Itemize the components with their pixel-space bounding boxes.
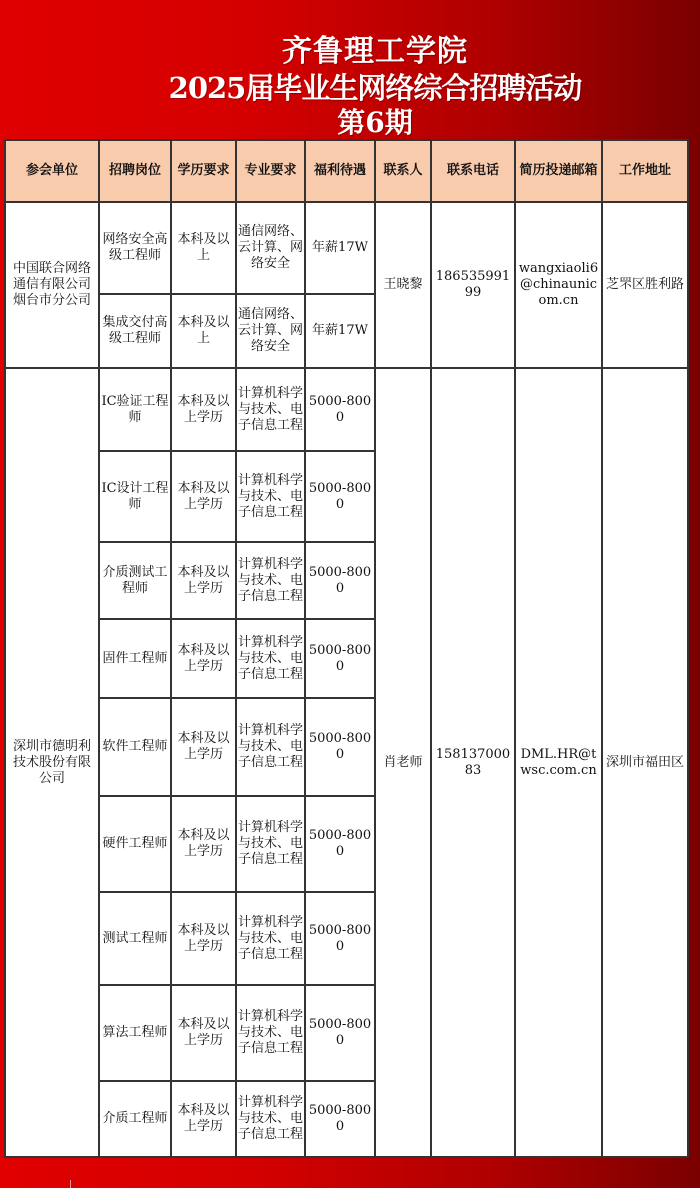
resume-email: wangxiaoli6@chinaunicom.cn — [515, 202, 602, 368]
contact-phone: 15813700083 — [431, 368, 515, 1157]
major-req: 计算机科学与技术、电子信息工程 — [236, 698, 305, 796]
salary: 年薪17W — [305, 202, 375, 294]
event-title: 2025届毕业生网络综合招聘活动 — [168, 71, 582, 105]
salary: 5000-8000 — [305, 542, 375, 619]
major-req: 计算机科学与技术、电子信息工程 — [236, 892, 305, 985]
col-header-salary: 福利待遇 — [305, 140, 375, 202]
salary: 5000-8000 — [305, 796, 375, 892]
major-req: 计算机科学与技术、电子信息工程 — [236, 368, 305, 451]
col-header-address: 工作地址 — [602, 140, 688, 202]
position-title: IC设计工程师 — [99, 451, 171, 542]
work-address: 深圳市福田区 — [602, 368, 688, 1157]
education-req: 本科及以上 — [171, 202, 236, 294]
salary: 5000-8000 — [305, 619, 375, 698]
salary: 5000-8000 — [305, 451, 375, 542]
col-header-company: 参会单位 — [5, 140, 99, 202]
education-req: 本科及以上学历 — [171, 542, 236, 619]
col-header-education: 学历要求 — [171, 140, 236, 202]
school-title: 齐鲁理工学院 — [282, 34, 468, 69]
col-header-major: 专业要求 — [236, 140, 305, 202]
position-title: 固件工程师 — [99, 619, 171, 698]
col-header-contact: 联系人 — [375, 140, 431, 202]
salary: 5000-8000 — [305, 985, 375, 1081]
salary: 5000-8000 — [305, 368, 375, 451]
education-req: 本科及以上学历 — [171, 368, 236, 451]
recruitment-table — [4, 139, 689, 1158]
position-title: 硬件工程师 — [99, 796, 171, 892]
table-header-row — [5, 140, 688, 202]
major-req: 计算机科学与技术、电子信息工程 — [236, 619, 305, 698]
education-req: 本科及以上学历 — [171, 451, 236, 542]
col-header-position: 招聘岗位 — [99, 140, 171, 202]
position-title: 网络安全高级工程师 — [99, 202, 171, 294]
position-title: 介质工程师 — [99, 1081, 171, 1157]
company-name: 深圳市德明利技术股份有限公司 — [5, 368, 99, 1157]
education-req: 本科及以上 — [171, 294, 236, 368]
education-req: 本科及以上学历 — [171, 985, 236, 1081]
contact-phone: 18653599199 — [431, 202, 515, 368]
education-req: 本科及以上学历 — [171, 1081, 236, 1157]
major-req: 通信网络、云计算、网络安全 — [236, 294, 305, 368]
position-title: 测试工程师 — [99, 892, 171, 985]
education-req: 本科及以上学历 — [171, 796, 236, 892]
position-title: 集成交付高级工程师 — [99, 294, 171, 368]
salary: 年薪17W — [305, 294, 375, 368]
decorative-mark — [70, 1180, 77, 1188]
position-title: 介质测试工程师 — [99, 542, 171, 619]
contact-person: 王晓黎 — [375, 202, 431, 368]
salary: 5000-8000 — [305, 1081, 375, 1157]
major-req: 计算机科学与技术、电子信息工程 — [236, 985, 305, 1081]
work-address: 芝罘区胜利路 — [602, 202, 688, 368]
position-title: 软件工程师 — [99, 698, 171, 796]
salary: 5000-8000 — [305, 892, 375, 985]
education-req: 本科及以上学历 — [171, 892, 236, 985]
major-req: 计算机科学与技术、电子信息工程 — [236, 542, 305, 619]
resume-email: DML.HR@twsc.com.cn — [515, 368, 602, 1157]
position-title: 算法工程师 — [99, 985, 171, 1081]
education-req: 本科及以上学历 — [171, 619, 236, 698]
education-req: 本科及以上学历 — [171, 698, 236, 796]
table-row — [5, 368, 688, 451]
major-req: 通信网络、云计算、网络安全 — [236, 202, 305, 294]
col-header-email: 简历投递邮箱 — [515, 140, 602, 202]
position-title: IC验证工程师 — [99, 368, 171, 451]
major-req: 计算机科学与技术、电子信息工程 — [236, 796, 305, 892]
issue-title: 第6期 — [337, 106, 413, 139]
table-row — [5, 202, 688, 294]
contact-person: 肖老师 — [375, 368, 431, 1157]
company-name: 中国联合网络通信有限公司烟台市分公司 — [5, 202, 99, 368]
major-req: 计算机科学与技术、电子信息工程 — [236, 451, 305, 542]
major-req: 计算机科学与技术、电子信息工程 — [236, 1081, 305, 1157]
col-header-phone: 联系电话 — [431, 140, 515, 202]
salary: 5000-8000 — [305, 698, 375, 796]
